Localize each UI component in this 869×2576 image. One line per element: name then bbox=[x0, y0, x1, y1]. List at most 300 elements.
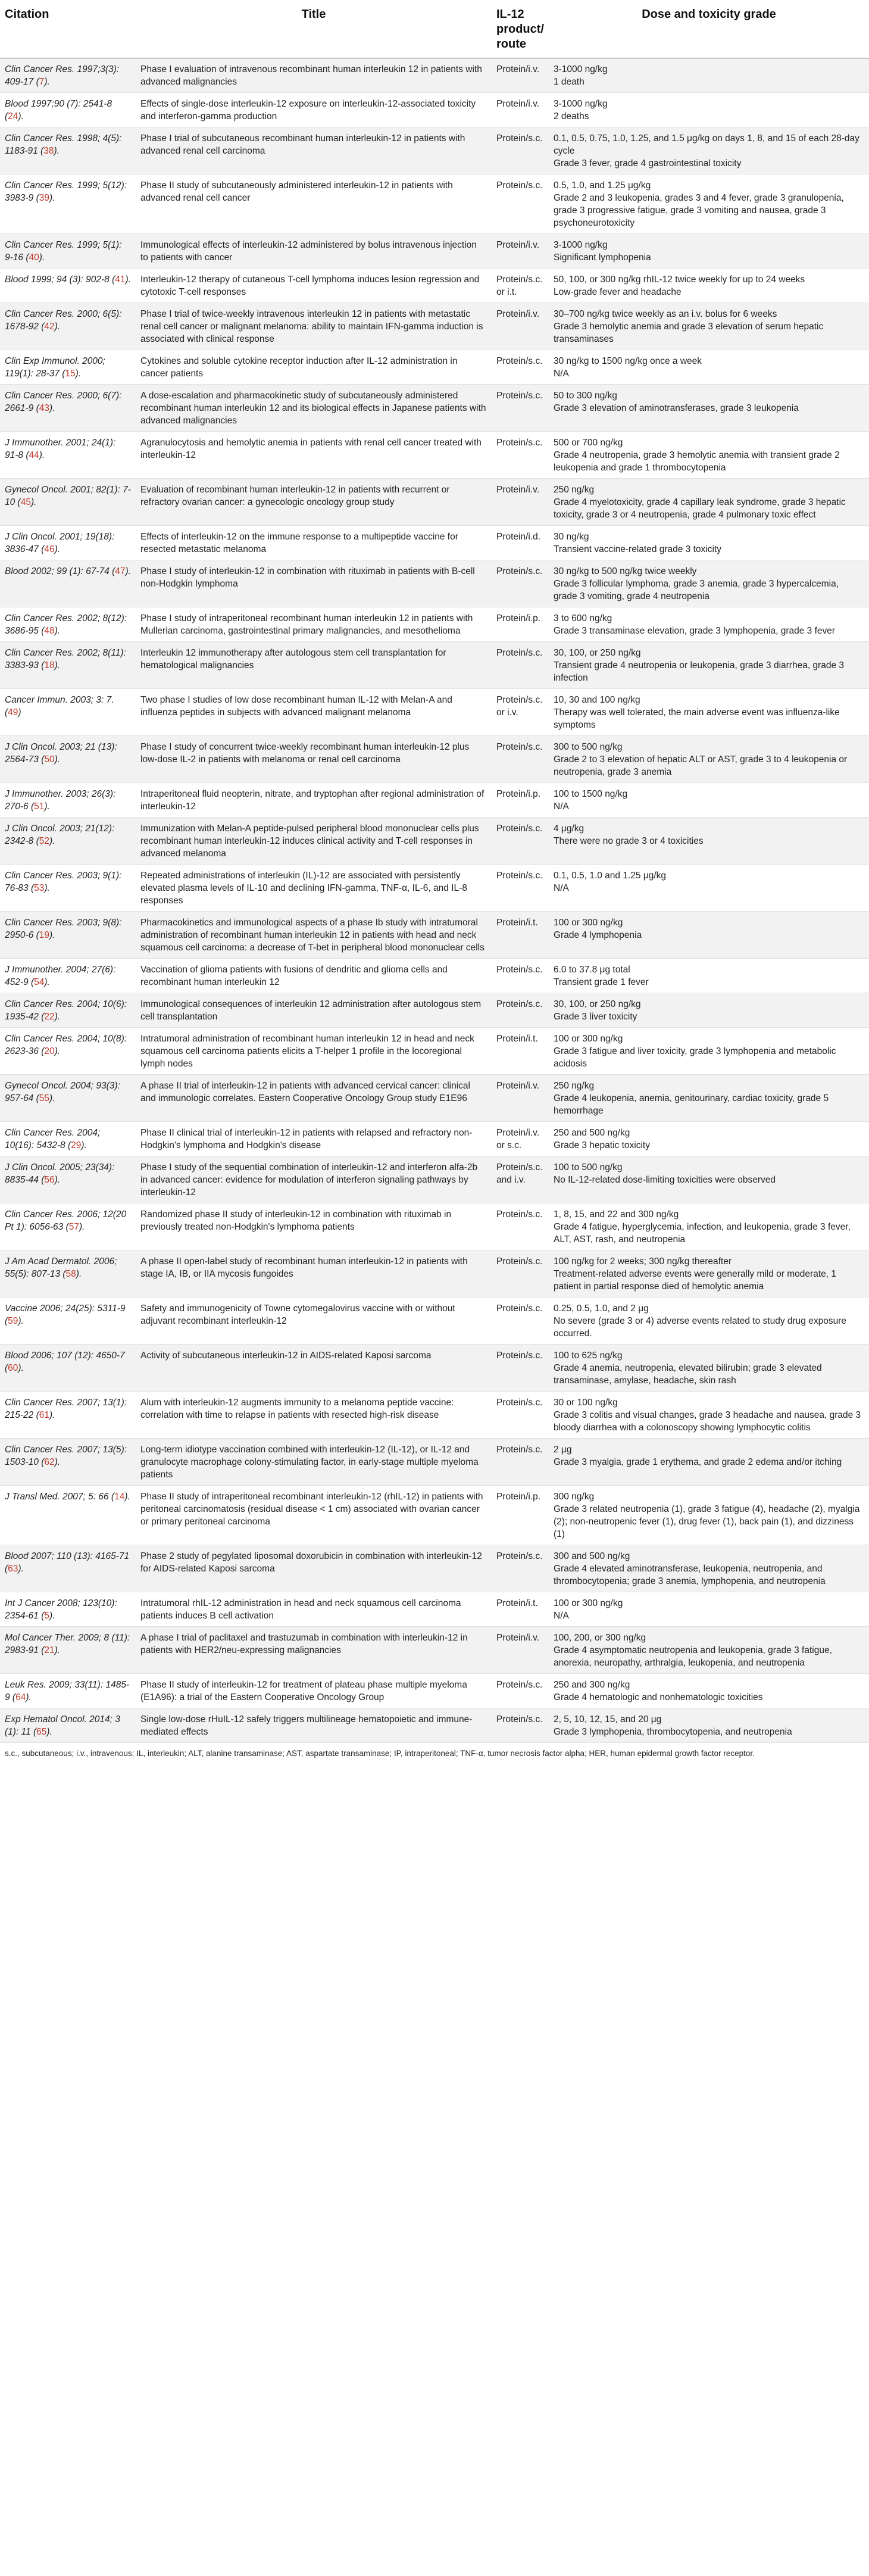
dose-text: 3-1000 ng/kg bbox=[554, 99, 608, 109]
citation-text: Blood 2002; 99 (1): 67-74 ( bbox=[5, 566, 115, 576]
dose-text: 1, 8, 15, and 22 and 300 ng/kg bbox=[554, 1209, 679, 1220]
citation-text: J Immunother. 2001; 24(1): 91-8 ( bbox=[5, 438, 116, 460]
toxicity-text: Grade 3 related neutropenia (1), grade 3 fatigue (4), headache (2), myalgia (2); non-neutropenic fever (1), drug fever (1), back pain (1), and dizziness (1) bbox=[554, 1504, 860, 1539]
table-row bbox=[0, 385, 869, 432]
citation-text: J Transl Med. 2007; 5: 66 ( bbox=[5, 1492, 115, 1502]
route-cell: Protein/i.t. bbox=[492, 1592, 549, 1627]
citation-tail: ). bbox=[46, 1727, 52, 1737]
citation-cell bbox=[0, 479, 136, 526]
table-row bbox=[0, 818, 869, 865]
dose-toxicity-cell bbox=[549, 127, 869, 174]
toxicity-text: Grade 3 lymphopenia, thrombocytopenia, and neutropenia bbox=[554, 1727, 792, 1737]
title-cell: A phase I trial of paclitaxel and trastuzumab in combination with interleukin-12 in patients with HER2/neu-expressing malignancies bbox=[136, 1627, 492, 1674]
table-row bbox=[0, 912, 869, 959]
citation-text: Blood 2007; 110 (13): 4165-71 ( bbox=[5, 1551, 130, 1574]
toxicity-text: 2 deaths bbox=[554, 111, 589, 121]
toxicity-text: Grade 2 and 3 leukopenia, grades 3 and 4 fever, grade 3 granulopenia, grade 3 progressive fatigue, grade 3 vomiting and nausea, grade 3 psychoneurotoxicity bbox=[554, 193, 844, 228]
citation-text: Exp Hematol Oncol. 2014; 3 (1): 11 ( bbox=[5, 1714, 120, 1737]
citation-tail: ). bbox=[54, 754, 61, 765]
citation-cell bbox=[0, 1439, 136, 1486]
dose-text: 0.1, 0.5, 0.75, 1.0, 1.25, and 1.5 μg/kg on days 1, 8, and 15 of each 28-day cycle bbox=[554, 133, 859, 156]
title-cell: Phase I evaluation of intravenous recombinant human interleukin 12 in patients with advanced malignancies bbox=[136, 58, 492, 93]
title-cell: Single low-dose rHuIL-12 safely triggers multilineage hematopoietic and immune-mediated effects bbox=[136, 1708, 492, 1743]
dose-toxicity-cell bbox=[549, 1486, 869, 1545]
dose-text: 50 to 300 ng/kg bbox=[554, 391, 617, 401]
citation-tail: ). bbox=[44, 883, 50, 893]
toxicity-text: Grade 3 colitis and visual changes, grade 3 headache and nausea, grade 3 bloody diarrhea with a colonoscopy showing lymphocytic colitis bbox=[554, 1410, 861, 1433]
dose-toxicity-cell bbox=[549, 432, 869, 479]
citation-text: Clin Cancer Res. 2004; 10(16): 5432-8 ( bbox=[5, 1128, 101, 1150]
dose-text: 3-1000 ng/kg bbox=[554, 64, 608, 74]
citation-cell bbox=[0, 865, 136, 912]
table-row bbox=[0, 1028, 869, 1075]
table-row bbox=[0, 1156, 869, 1203]
dose-toxicity-cell bbox=[549, 1250, 869, 1298]
reference-link[interactable]: 29 bbox=[71, 1140, 82, 1150]
title-cell: Long-term idiotype vaccination combined with interleukin-12 (IL-12), or IL-12 and granulocyte macrophage colony-stimulating factor, in early-stage multiple myeloma patients bbox=[136, 1439, 492, 1486]
table-row bbox=[0, 269, 869, 303]
table-row bbox=[0, 783, 869, 818]
table-row bbox=[0, 1392, 869, 1439]
citation-text: J Clin Oncol. 2003; 21 (13): 2564-73 ( bbox=[5, 742, 117, 765]
toxicity-text: Grade 3 transaminase elevation, grade 3 lymphopenia, grade 3 fever bbox=[554, 626, 836, 636]
dose-toxicity-cell bbox=[549, 1439, 869, 1486]
route-cell: Protein/s.c. bbox=[492, 1545, 549, 1592]
route-cell: Protein/i.v. bbox=[492, 234, 549, 269]
title-cell: Phase I study of the sequential combination of interleukin-12 and interferon alfa-2b in advanced cancer: evidence for modulation of interferon signaling pathways by interleukin-12 bbox=[136, 1156, 492, 1203]
toxicity-text: Significant lymphopenia bbox=[554, 252, 651, 263]
citation-tail: ). bbox=[54, 1645, 61, 1655]
toxicity-text: Low-grade fever and headache bbox=[554, 287, 682, 297]
route-cell: Protein/i.v. bbox=[492, 1075, 549, 1122]
route-cell: Protein/s.c. or i.t. bbox=[492, 269, 549, 303]
table-row bbox=[0, 526, 869, 560]
table-row bbox=[0, 174, 869, 234]
citation-text: Clin Cancer Res. 1998; 4(5): 1183-91 ( bbox=[5, 133, 122, 156]
header-citation: Citation bbox=[0, 0, 136, 58]
title-cell: Repeated administrations of interleukin (IL)-12 are associated with persistently elevated plasma levels of IL-10 and declining IFN-gamma, TNF-α, IL-6, and IL-8 responses bbox=[136, 865, 492, 912]
toxicity-text: Transient vaccine-related grade 3 toxicity bbox=[554, 544, 722, 554]
citation-tail: ). bbox=[54, 1175, 61, 1185]
reference-link[interactable]: 54 bbox=[34, 977, 45, 987]
citation-tail: ). bbox=[54, 1046, 61, 1056]
route-cell: Protein/i.t. bbox=[492, 912, 549, 959]
citation-tail: ). bbox=[81, 1140, 87, 1150]
citation-cell bbox=[0, 58, 136, 93]
toxicity-text: Grade 4 lymphopenia bbox=[554, 930, 642, 940]
route-cell: Protein/i.v. or s.c. bbox=[492, 1122, 549, 1156]
route-cell: Protein/s.c. bbox=[492, 642, 549, 689]
citation-text: Clin Cancer Res. 2003; 9(8): 2950-6 ( bbox=[5, 918, 122, 940]
citation-text: Blood 2006; 107 (12): 4650-7 ( bbox=[5, 1351, 125, 1373]
toxicity-text: Grade 2 to 3 elevation of hepatic ALT or AST, grade 3 to 4 leukopenia or neutropenia, grade 3 anemia bbox=[554, 754, 848, 777]
dose-toxicity-cell bbox=[549, 607, 869, 642]
dose-text: 100 to 1500 ng/kg bbox=[554, 789, 628, 799]
citation-tail: ). bbox=[49, 1410, 55, 1420]
dose-text: 100 to 500 ng/kg bbox=[554, 1162, 623, 1172]
route-cell: Protein/s.c. bbox=[492, 350, 549, 385]
title-cell: Phase II study of subcutaneously administered interleukin-12 in patients with advanced renal cell cancer bbox=[136, 174, 492, 234]
toxicity-text: Transient grade 1 fever bbox=[554, 977, 649, 987]
dose-text: 100 or 300 ng/kg bbox=[554, 918, 623, 928]
dose-toxicity-cell bbox=[549, 1708, 869, 1743]
route-cell: Protein/s.c. bbox=[492, 818, 549, 865]
table-body bbox=[0, 58, 869, 1743]
reference-link[interactable]: 55 bbox=[39, 1093, 49, 1103]
citation-text: Int J Cancer 2008; 123(10): 2354-61 ( bbox=[5, 1598, 117, 1621]
table-row bbox=[0, 234, 869, 269]
route-cell: Protein/s.c. bbox=[492, 1674, 549, 1708]
reference-link[interactable]: 62 bbox=[44, 1457, 55, 1467]
dose-text: 100 to 625 ng/kg bbox=[554, 1351, 623, 1361]
title-cell: Effects of interleukin-12 on the immune response to a multipeptide vaccine for resected metastatic melanoma bbox=[136, 526, 492, 560]
table-header bbox=[0, 0, 869, 58]
dose-toxicity-cell bbox=[549, 234, 869, 269]
citation-tail: ). bbox=[49, 930, 55, 940]
citation-tail: ). bbox=[49, 1093, 55, 1103]
toxicity-text: Grade 3 liver toxicity bbox=[554, 1012, 637, 1022]
reference-link[interactable]: 44 bbox=[29, 450, 39, 460]
table-row bbox=[0, 689, 869, 736]
citation-tail: ). bbox=[54, 1012, 61, 1022]
dose-text: 300 ng/kg bbox=[554, 1492, 595, 1502]
citation-cell bbox=[0, 1156, 136, 1203]
title-cell: Phase I study of interleukin-12 in combination with rituximab in patients with B-cell non-Hodgkin lymphoma bbox=[136, 560, 492, 607]
citation-cell bbox=[0, 526, 136, 560]
reference-link[interactable]: 41 bbox=[115, 275, 126, 285]
table-row bbox=[0, 1708, 869, 1743]
table-row bbox=[0, 432, 869, 479]
header-product-route: IL-12 product/ route bbox=[492, 0, 549, 58]
dose-text: 250 ng/kg bbox=[554, 485, 595, 495]
citation-cell bbox=[0, 234, 136, 269]
reference-link[interactable]: 46 bbox=[44, 544, 55, 554]
citation-cell bbox=[0, 912, 136, 959]
reference-link[interactable]: 47 bbox=[115, 566, 126, 576]
route-cell: Protein/s.c. bbox=[492, 1439, 549, 1486]
citation-text: Clin Cancer Res. 2003; 9(1): 76-83 ( bbox=[5, 871, 122, 893]
toxicity-text: Grade 3 fever, grade 4 gastrointestinal toxicity bbox=[554, 158, 742, 169]
route-cell: Protein/s.c. or i.v. bbox=[492, 689, 549, 736]
dose-toxicity-cell bbox=[549, 1075, 869, 1122]
reference-link[interactable]: 21 bbox=[44, 1645, 55, 1655]
dose-toxicity-cell bbox=[549, 385, 869, 432]
toxicity-text: Grade 4 asymptomatic neutropenia and leukopenia, grade 3 fatigue, anorexia, neuropathy, arthralgia, leukopenia, and neutropenia bbox=[554, 1645, 832, 1668]
citation-text: Clin Cancer Res. 2006; 12(20 Pt 1): 6056-63 ( bbox=[5, 1209, 127, 1232]
route-cell: Protein/i.p. bbox=[492, 1486, 549, 1545]
reference-link[interactable]: 14 bbox=[114, 1492, 125, 1502]
route-cell: Protein/i.v. bbox=[492, 58, 549, 93]
citation-text: Clin Cancer Res. 2002; 8(12): 3686-95 ( bbox=[5, 613, 127, 636]
reference-link[interactable]: 7 bbox=[39, 77, 45, 87]
reference-link[interactable]: 65 bbox=[36, 1727, 47, 1737]
citation-tail: ). bbox=[49, 193, 55, 203]
table-row bbox=[0, 1122, 869, 1156]
toxicity-text: Grade 3 elevation of aminotransferases, grade 3 leukopenia bbox=[554, 403, 799, 413]
dose-text: 30 ng/kg to 1500 ng/kg once a week bbox=[554, 356, 702, 366]
dose-toxicity-cell bbox=[549, 783, 869, 818]
reference-link[interactable]: 24 bbox=[8, 111, 18, 121]
header-row bbox=[0, 0, 869, 58]
reference-link[interactable]: 19 bbox=[39, 930, 49, 940]
citation-cell bbox=[0, 1028, 136, 1075]
table-row bbox=[0, 607, 869, 642]
route-cell: Protein/s.c. bbox=[492, 1298, 549, 1345]
reference-link[interactable]: 53 bbox=[34, 883, 45, 893]
title-cell: Activity of subcutaneous interleukin-12 in AIDS-related Kaposi sarcoma bbox=[136, 1345, 492, 1392]
citation-tail: ). bbox=[18, 1316, 24, 1326]
toxicity-text: Grade 4 fatigue, hyperglycemia, infection, and leukopenia, grade 3 fever, ALT, AST, rash, and neutropenia bbox=[554, 1222, 851, 1245]
reference-link[interactable]: 15 bbox=[65, 369, 76, 379]
dose-toxicity-cell bbox=[549, 1028, 869, 1075]
citation-tail: ). bbox=[54, 660, 61, 670]
citation-tail: ). bbox=[44, 802, 50, 812]
dose-toxicity-cell bbox=[549, 959, 869, 993]
title-cell: Phase II clinical trial of interleukin-12 in patients with relapsed and refractory non-Hodgkin's lymphoma and Hodgkin's disease bbox=[136, 1122, 492, 1156]
toxicity-text: Grade 4 neutropenia, grade 3 hemolytic anemia with transient grade 2 leukopenia and grade 1 thrombocytopenia bbox=[554, 450, 840, 473]
dose-toxicity-cell bbox=[549, 1298, 869, 1345]
dose-text: 2 μg bbox=[554, 1445, 572, 1455]
table-row bbox=[0, 93, 869, 127]
table-row bbox=[0, 1250, 869, 1298]
route-cell: Protein/s.c. bbox=[492, 959, 549, 993]
reference-link[interactable]: 43 bbox=[39, 403, 49, 413]
dose-text: 30–700 ng/kg twice weekly as an i.v. bolus for 6 weeks bbox=[554, 309, 777, 319]
citation-tail: ). bbox=[18, 1564, 24, 1574]
citation-text: J Clin Oncol. 2005; 23(34): 8835-44 ( bbox=[5, 1162, 115, 1185]
citation-tail: ). bbox=[76, 1269, 82, 1279]
title-cell: Intraperitoneal fluid neopterin, nitrate, and tryptophan after regional administration of interleukin-12 bbox=[136, 783, 492, 818]
reference-link[interactable]: 38 bbox=[43, 146, 54, 156]
dose-toxicity-cell bbox=[549, 1592, 869, 1627]
route-cell: Protein/s.c. bbox=[492, 174, 549, 234]
citation-tail: ). bbox=[30, 497, 37, 507]
dose-text: 10, 30 and 100 ng/kg bbox=[554, 695, 640, 705]
toxicity-text: Grade 4 hematologic and nonhematologic toxicities bbox=[554, 1692, 763, 1702]
citation-cell bbox=[0, 174, 136, 234]
dose-toxicity-cell bbox=[549, 93, 869, 127]
dose-text: 250 ng/kg bbox=[554, 1081, 595, 1091]
route-cell: Protein/i.p. bbox=[492, 607, 549, 642]
title-cell: Alum with interleukin-12 augments immunity to a melanoma peptide vaccine: correlation with time to relapse in patients with resected high-risk disease bbox=[136, 1392, 492, 1439]
table-row bbox=[0, 1439, 869, 1486]
reference-link[interactable]: 58 bbox=[65, 1269, 76, 1279]
table-row bbox=[0, 1592, 869, 1627]
dose-toxicity-cell bbox=[549, 912, 869, 959]
route-cell: Protein/i.v. bbox=[492, 93, 549, 127]
dose-text: 30, 100, or 250 ng/kg bbox=[554, 999, 641, 1009]
title-cell: Effects of single-dose interleukin-12 exposure on interleukin-12-associated toxicity and interferon-gamma production bbox=[136, 93, 492, 127]
dose-toxicity-cell bbox=[549, 642, 869, 689]
citation-cell bbox=[0, 1122, 136, 1156]
dose-text: 30 ng/kg to 500 ng/kg twice weekly bbox=[554, 566, 697, 576]
reference-link[interactable]: 45 bbox=[20, 497, 31, 507]
table-row bbox=[0, 303, 869, 350]
dose-text: 300 to 500 ng/kg bbox=[554, 742, 623, 752]
title-cell: Phase 2 study of pegylated liposomal doxorubicin in combination with interleukin-12 for AIDS-related Kaposi sarcoma bbox=[136, 1545, 492, 1592]
dose-text: 30 or 100 ng/kg bbox=[554, 1398, 618, 1408]
citation-tail: ). bbox=[125, 275, 131, 285]
title-cell: Immunological effects of interleukin-12 administered by bolus intravenous injection to patients with cancer bbox=[136, 234, 492, 269]
reference-link[interactable]: 56 bbox=[44, 1175, 55, 1185]
route-cell: Protein/i.v. bbox=[492, 303, 549, 350]
citation-cell bbox=[0, 1486, 136, 1545]
citation-cell bbox=[0, 818, 136, 865]
citation-text: Gynecol Oncol. 2001; 82(1): 7-10 ( bbox=[5, 485, 131, 507]
citation-tail: ) bbox=[18, 707, 21, 718]
reference-link[interactable]: 57 bbox=[68, 1222, 79, 1232]
citation-cell bbox=[0, 1392, 136, 1439]
citation-tail: ). bbox=[18, 111, 24, 121]
dose-toxicity-cell bbox=[549, 1545, 869, 1592]
dose-toxicity-cell bbox=[549, 736, 869, 783]
toxicity-text: Grade 4 leukopenia, anemia, genitourinary, cardiac toxicity, grade 5 hemorrhage bbox=[554, 1093, 829, 1116]
title-cell: Phase II study of interleukin-12 for treatment of plateau phase multiple myeloma (E1A96): a trial of the Eastern Cooperative Oncology Group bbox=[136, 1674, 492, 1708]
citation-tail: ). bbox=[124, 1492, 130, 1502]
toxicity-text: 1 death bbox=[554, 77, 584, 87]
citation-tail: ). bbox=[26, 1692, 32, 1702]
dose-text: 3-1000 ng/kg bbox=[554, 240, 608, 250]
table-row bbox=[0, 1545, 869, 1592]
reference-link[interactable]: 18 bbox=[44, 660, 55, 670]
reference-link[interactable]: 61 bbox=[39, 1410, 49, 1420]
dose-text: 250 and 500 ng/kg bbox=[554, 1128, 630, 1138]
citation-text: J Clin Oncol. 2003; 21(12): 2342-8 ( bbox=[5, 824, 115, 846]
reference-link[interactable]: 20 bbox=[44, 1046, 55, 1056]
table-row bbox=[0, 58, 869, 93]
citation-cell bbox=[0, 642, 136, 689]
citation-cell bbox=[0, 350, 136, 385]
title-cell: Immunization with Melan-A peptide-pulsed peripheral blood mononuclear cells plus recombinant human interleukin-12 induces clinical activity and T-cell responses in advanced melanoma bbox=[136, 818, 492, 865]
header-dose-toxicity: Dose and toxicity grade bbox=[549, 0, 869, 58]
dose-toxicity-cell bbox=[549, 1392, 869, 1439]
toxicity-text: No severe (grade 3 or 4) adverse events related to study drug exposure occurred. bbox=[554, 1316, 846, 1339]
route-cell: Protein/s.c. bbox=[492, 560, 549, 607]
dose-text: 6.0 to 37.8 μg total bbox=[554, 965, 630, 975]
title-cell: Phase I trial of subcutaneous recombinant human interleukin-12 in patients with advanced renal cell carcinoma bbox=[136, 127, 492, 174]
reference-link[interactable]: 48 bbox=[44, 626, 55, 636]
dose-text: 100 ng/kg for 2 weeks; 300 ng/kg thereafter bbox=[554, 1256, 732, 1267]
title-cell: Cytokines and soluble cytokine receptor induction after IL-12 administration in cancer patients bbox=[136, 350, 492, 385]
toxicity-text: Grade 3 hepatic toxicity bbox=[554, 1140, 650, 1150]
citation-cell bbox=[0, 993, 136, 1028]
title-cell: A phase II trial of interleukin-12 in patients with advanced cervical cancer: clinical and immunologic correlates. Eastern Cooperative Oncology Group study E1E96 bbox=[136, 1075, 492, 1122]
dose-text: 3 to 600 ng/kg bbox=[554, 613, 612, 623]
title-cell: Two phase I studies of low dose recombinant human IL-12 with Melan-A and influenza peptides in subjects with advanced malignant melanoma bbox=[136, 689, 492, 736]
citation-tail: ). bbox=[54, 626, 61, 636]
citation-cell bbox=[0, 1545, 136, 1592]
reference-link[interactable]: 39 bbox=[39, 193, 49, 203]
citation-cell bbox=[0, 689, 136, 736]
reference-link[interactable]: 40 bbox=[29, 252, 39, 263]
reference-link[interactable]: 49 bbox=[8, 707, 18, 718]
citation-text: Clin Exp Immunol. 2000; 119(1): 28-37 ( bbox=[5, 356, 105, 379]
route-cell: Protein/s.c. bbox=[492, 993, 549, 1028]
route-cell: Protein/s.c. bbox=[492, 736, 549, 783]
citation-text: Vaccine 2006; 24(25): 5311-9 ( bbox=[5, 1303, 126, 1326]
citation-tail: ). bbox=[54, 146, 60, 156]
citation-text: Clin Cancer Res. 1997;3(3): 409-17 ( bbox=[5, 64, 120, 87]
reference-link[interactable]: 52 bbox=[39, 836, 49, 846]
reference-link[interactable]: 64 bbox=[15, 1692, 26, 1702]
toxicity-text: N/A bbox=[554, 883, 569, 893]
citation-tail: ). bbox=[125, 566, 131, 576]
citation-tail: ). bbox=[54, 544, 61, 554]
dose-toxicity-cell bbox=[549, 818, 869, 865]
reference-link[interactable]: 50 bbox=[44, 754, 55, 765]
toxicity-text: Grade 3 fatigue and liver toxicity, grade 3 lymphopenia and metabolic acidosis bbox=[554, 1046, 836, 1069]
reference-link[interactable]: 59 bbox=[8, 1316, 18, 1326]
table-row bbox=[0, 127, 869, 174]
citation-cell bbox=[0, 385, 136, 432]
citation-tail: ). bbox=[18, 1363, 24, 1373]
header-title: Title bbox=[136, 0, 492, 58]
citation-tail: ). bbox=[44, 77, 50, 87]
citation-tail: ). bbox=[44, 977, 50, 987]
toxicity-text: Grade 3 hemolytic anemia and grade 3 elevation of serum hepatic transaminases bbox=[554, 322, 824, 344]
citation-text: J Am Acad Dermatol. 2006; 55(5): 807-13 ( bbox=[5, 1256, 117, 1279]
reference-link[interactable]: 63 bbox=[8, 1564, 18, 1574]
citation-text: Mol Cancer Ther. 2009; 8 (11): 2983-91 ( bbox=[5, 1633, 130, 1655]
title-cell: Phase I study of intraperitoneal recombinant human interleukin 12 in patients with Mullerian carcinoma, gastrointestinal primary malignancies, and mesothelioma bbox=[136, 607, 492, 642]
dose-text: 500 or 700 ng/kg bbox=[554, 438, 623, 448]
title-cell: A phase II open-label study of recombinant human interleukin-12 in patients with stage IA, IB, or IIA mycosis fungoides bbox=[136, 1250, 492, 1298]
route-cell: Protein/i.d. bbox=[492, 526, 549, 560]
citation-cell bbox=[0, 736, 136, 783]
dose-text: 250 and 300 ng/kg bbox=[554, 1680, 630, 1690]
dose-toxicity-cell bbox=[549, 1122, 869, 1156]
table-row bbox=[0, 959, 869, 993]
route-cell: Protein/s.c. bbox=[492, 865, 549, 912]
dose-toxicity-cell bbox=[549, 350, 869, 385]
citation-cell bbox=[0, 959, 136, 993]
table-row bbox=[0, 1345, 869, 1392]
reference-link[interactable]: 5 bbox=[44, 1611, 49, 1621]
table-row bbox=[0, 1298, 869, 1345]
citation-text: Clin Cancer Res. 2002; 8(11): 3383-93 ( bbox=[5, 648, 126, 670]
route-cell: Protein/s.c. bbox=[492, 1203, 549, 1250]
toxicity-text: Grade 3 follicular lymphoma, grade 3 anemia, grade 3 hypercalcemia, grade 3 vomiting, grade 4 neutropenia bbox=[554, 579, 839, 601]
title-cell: A dose-escalation and pharmacokinetic study of subcutaneously administered recombinant human interleukin 12 and its biological effects in Japanese patients with advanced malignancies bbox=[136, 385, 492, 432]
reference-link[interactable]: 51 bbox=[34, 802, 45, 812]
dose-toxicity-cell bbox=[549, 560, 869, 607]
toxicity-text: Grade 4 myelotoxicity, grade 4 capillary leak syndrome, grade 3 hepatic toxicity, grade 3 or 4 neutropenia, grade 4 pulmonary toxic effect bbox=[554, 497, 846, 520]
route-cell: Protein/s.c. bbox=[492, 127, 549, 174]
citation-cell bbox=[0, 607, 136, 642]
table-row bbox=[0, 1486, 869, 1545]
citation-cell bbox=[0, 1298, 136, 1345]
route-cell: Protein/i.t. bbox=[492, 1028, 549, 1075]
table-row bbox=[0, 642, 869, 689]
reference-link[interactable]: 22 bbox=[44, 1012, 55, 1022]
reference-link[interactable]: 60 bbox=[8, 1363, 18, 1373]
dose-toxicity-cell bbox=[549, 1156, 869, 1203]
citation-text: Clin Cancer Res. 1999; 5(1): 9-16 ( bbox=[5, 240, 122, 263]
citation-cell bbox=[0, 1674, 136, 1708]
title-cell: Intratumoral administration of recombinant human interleukin 12 in head and neck squamous cell carcinoma patients elicits a T-helper 1 profile in the locoregional lymph nodes bbox=[136, 1028, 492, 1075]
dose-text: 50, 100, or 300 ng/kg rhIL-12 twice weekly for up to 24 weeks bbox=[554, 275, 805, 285]
dose-toxicity-cell bbox=[549, 1203, 869, 1250]
reference-link[interactable]: 42 bbox=[44, 322, 55, 332]
citation-tail: ). bbox=[54, 1457, 61, 1467]
route-cell: Protein/i.v. bbox=[492, 479, 549, 526]
citation-cell bbox=[0, 269, 136, 303]
citation-tail: ). bbox=[39, 450, 45, 460]
dose-toxicity-cell bbox=[549, 58, 869, 93]
citation-tail: ). bbox=[49, 1611, 55, 1621]
citation-text: J Immunother. 2004; 27(6): 452-9 ( bbox=[5, 965, 116, 987]
citation-tail: ). bbox=[54, 322, 61, 332]
